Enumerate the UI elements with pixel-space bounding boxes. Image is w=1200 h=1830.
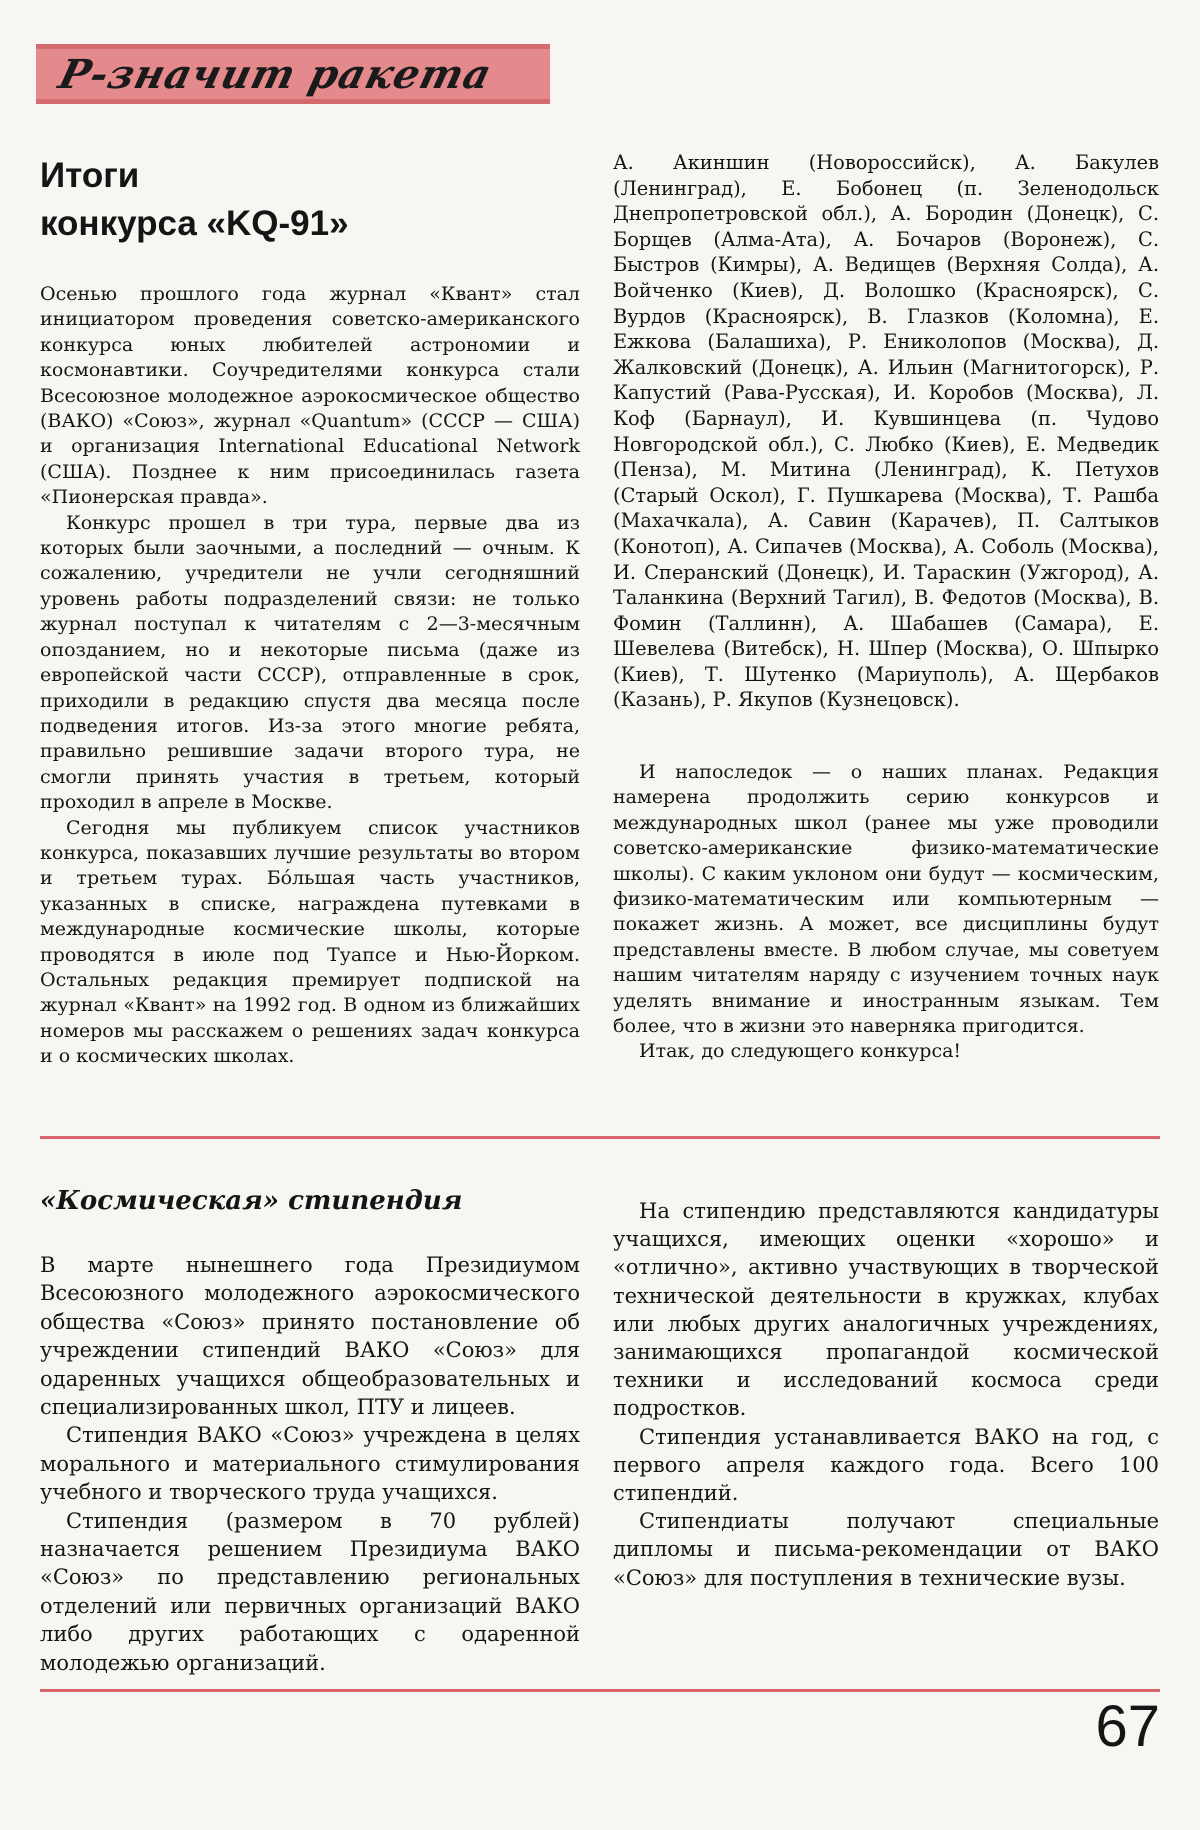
paragraph: На стипендию представляются кандидатуры учащихся, имеющих оценки «хорошо» и «отлично», активно участвующих в творческой технической деятельности в кружках, клубах или любых других аналогичных учреждениях, занимающихся пропагандой космической техники и исследований космоса среди подростков. — [613, 1199, 1159, 1421]
article1-left-column — [40, 282, 580, 1070]
title-line-1: Итоги — [40, 156, 140, 195]
rubric-text: Р-значит ракета — [54, 51, 497, 98]
rubric-banner — [36, 44, 550, 104]
paragraph: Стипендия ВАКО «Союз» учреждена в целях морального и материального стимулирования учебного и творческого труда учащихся. — [40, 1423, 580, 1505]
divider-rule — [40, 1689, 1160, 1692]
paragraph: Итак, до следующего конкурса! — [639, 1040, 962, 1063]
paragraph: Стипендия (размером в 70 рублей) назначается решением Президиума ВАКО «Союз» по представлению региональных отделений или первичных организаций ВАКО либо других работающих с одаренной молодежью организаций. — [40, 1508, 580, 1675]
paragraph: И напоследок — о наших планах. Редакция намерена продолжить серию конкурсов и международных школ (ранее мы уже проводили советско-американские физико-математические школы). С каким уклоном они будут — космическим, физико-математическим или компьютерным — покажет жизнь. А может, все дисциплины будут представлены вместе. В любом случае, мы советуем нашим читателям наряду с изучением точных наук уделять внимание и иностранным языкам. Тем более, что в жизни это наверняка пригодится. — [613, 761, 1159, 1038]
paragraph: Сегодня мы публикуем список участников конкурса, показавших лучшие результаты во втором и третьем турах. Бóльшая часть участников, указанных в списке, награждена путевками в международные космические школы, которые проводятся в июле под Туапсе и Нью-Йорком. Остальных редакция премирует подпиской на журнал «Квант» на 1992 год. В одном из ближайших номеров мы расскажем о решениях задач конкурса и о космических школах. — [40, 816, 580, 1068]
paragraph: В марте нынешнего года Президиумом Всесоюзного молодежного аэрокосмического общества «Союз» принято постановление об учреждении стипендий ВАКО «Союз» для одаренных учащихся общеобразовательных и специализированных школ, ПТУ и лицеев. — [40, 1253, 580, 1420]
article1-closing — [613, 760, 1159, 1065]
participants-list — [613, 150, 1159, 713]
paragraph: Осенью прошлого года журнал «Квант» стал инициатором проведения советско-американского конкурса юных любителей астрономии и космонавтики. Соучредителями конкурса стали Всесоюзное молодежное аэрокосмическое общество (ВАКО) «Союз», журнал «Quantum» (СССР — США) и организация International Educational Network (США). Позднее к ним присоединилась газета «Пионерская правда». — [40, 283, 580, 509]
participants-text: А. Акиншин (Новороссийск), А. Бакулев (Ленинград), Е. Бобонец (п. Зеленодольск Днепропетровской обл.), А. Бородин (Донецк), С. Борщев (Алма-Ата), А. Бочаров (Воронеж), С. Быстров (Кимры), А. Ведищев (Верхняя Солда), А. Войченко (Киев), Д. Волошко (Красноярск), С. Вурдов (Красноярск), В. Глазков (Коломна), Е. Ежкова (Балашиха), Р. Ениколопов (Москва), Д. Жалковский (Донецк), А. Ильин (Магнитогорск), Р. Капустий (Рава-Русская), И. Коробов (Москва), Л. Коф (Барнаул), И. Кувшинцева (п. Чудово Новгородской обл.), С. Любко (Киев), Е. Медведик (Пенза), М. Митина (Ленинград), К. Петухов (Старый Оскол), Г. Пушкарева (Москва), Т. Рашба (Махачкала), А. Савин (Карачев), П. Салтыков (Конотоп), А. Сипачев (Москва), А. Соболь (Москва), И. Сперанский (Донецк), И. Тараскин (Ужгород), А. Таланкина (Верхний Тагил), В. Федотов (Москва), В. Фомин (Таллинн), А. Шабашев (Самара), Е. Шевелева (Витебск), Н. Шпер (Москва), О. Шпырко (Киев), Т. Шутенко (Мариуполь), А. Щербаков (Казань), Р. Якупов (Кузнецовск). — [613, 151, 1159, 712]
title-line-2: конкурса «KQ-91» — [40, 204, 349, 243]
divider-rule — [40, 1136, 1160, 1139]
paragraph: Стипендия устанавливается ВАКО на год, с первого апреля каждого года. Всего 100 стипендий. — [613, 1424, 1159, 1506]
article2-right-column — [613, 1197, 1159, 1592]
paragraph: Конкурс прошел в три тура, первые два из которых были заочными, а последний — очным. К сожалению, учредители не учли сегодняшний уровень работы подразделений связи: не только журнал поступал к читателям с 2—3-месячным опозданием, но и некоторые письма (даже из европейской части СССР), отправленные в срок, приходили в редакцию спустя два месяца после подведения итогов. Из-за этого многие ребята, правильно решившие задачи второго тура, не смогли принять участия в третьем, который проходил в апреле в Москве. — [40, 511, 580, 814]
paragraph: Стипендиаты получают специальные дипломы и письма-рекомендации от ВАКО «Союз» для поступления в технические вузы. — [613, 1509, 1159, 1590]
article2-title: «Космическая» стипендия — [40, 1186, 463, 1216]
page-number: 67 — [1095, 1694, 1160, 1759]
article-title — [40, 152, 349, 248]
article2-left-column — [40, 1251, 580, 1677]
